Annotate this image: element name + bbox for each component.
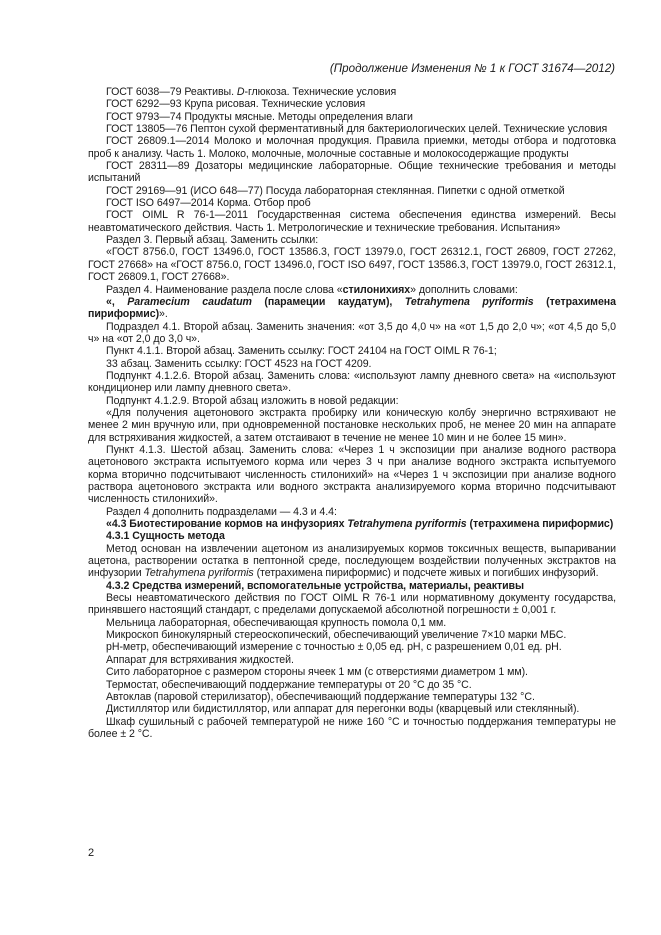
text-run: (тетрахимена пириформис) — [466, 518, 614, 531]
paragraph — [88, 234, 616, 246]
text-run: 4.3.1 Сущность метода — [106, 530, 225, 543]
text-run: 4.3.2 Средства измерений, вспомогательные устройства, материалы, реактивы — [106, 579, 525, 592]
text-run: Tetrahymena pyriformis — [144, 567, 254, 580]
paragraph — [88, 345, 616, 357]
text-run: Подраздел 4.1. Второй абзац. Заменить значения: «от 3,5 до 4,0 ч» на «от 1,5 до 2,0 ч»; «от 4,5 до 5,0 ч» на «от 2,0 до 3,0 ч». — [88, 320, 616, 345]
paragraph — [88, 580, 616, 592]
text-run: ГОСТ ISO 6497—2014 Корма. Отбор проб — [106, 197, 311, 210]
text-run: Шкаф сушильный с рабочей температурой не ниже 160 °С и точностью поддержания температуры не более ± 2 °С. — [88, 715, 616, 740]
text-run: Микроскоп бинокулярный стереоскопический, обеспечивающий увеличение 7×10 марки МБС. — [106, 629, 567, 642]
paragraph — [88, 135, 616, 160]
paragraph — [88, 123, 616, 135]
text-run: ГОСТ 9793—74 Продукты мясные. Методы определения влаги — [106, 110, 413, 123]
paragraph — [88, 246, 616, 283]
paragraph — [88, 407, 616, 444]
paragraph — [88, 86, 616, 98]
paragraph — [88, 703, 616, 715]
paragraph — [88, 370, 616, 395]
paragraph — [88, 296, 616, 321]
paragraph — [88, 617, 616, 629]
text-run: ГОСТ 6292—93 Крупа рисовая. Технические условия — [106, 98, 366, 111]
text-run: Автоклав (паровой стерилизатор), обеспечивающий поддержание температуры 132 °С. — [106, 690, 535, 703]
text-run: Paramecium caudatum — [127, 295, 252, 308]
paragraph — [88, 98, 616, 110]
text-run: Раздел 4. Наименование раздела после слова « — [106, 283, 343, 296]
paragraph — [88, 284, 616, 296]
paragraph — [88, 543, 616, 580]
text-run: Раздел 3. Первый абзац. Заменить ссылки: — [106, 234, 319, 247]
text-run: ГОСТ 13805—76 Пептон сухой ферментативный для бактериологических целей. Технические условия — [106, 123, 608, 136]
text-run: Аппарат для встряхивания жидкостей. — [106, 653, 294, 666]
paragraph — [88, 654, 616, 666]
text-run: Мельница лабораторная, обеспечивающая крупность помола 0,1 мм. — [106, 616, 447, 629]
text-run: Термостат, обеспечивающий поддержание температуры от 20 °С до 35 °С. — [106, 678, 472, 691]
text-run: -глюкоза. Технические условия — [244, 86, 397, 98]
paragraph — [88, 395, 616, 407]
text-run: «4.3 Биотестирование кормов на инфузориях — [106, 518, 348, 531]
text-run: ». — [159, 308, 168, 321]
paragraph — [88, 111, 616, 123]
text-run: Пункт 4.1.1. Второй абзац. Заменить ссылку: ГОСТ 24104 на ГОСТ OIML R 76-1; — [106, 345, 497, 358]
text-run: «ГОСТ 8756.0, ГОСТ 13496.0, ГОСТ 13586.3, ГОСТ 13979.0, ГОСТ 26312.1, ГОСТ 26809, ГОСТ 27262, ГОСТ 27668» на «ГОСТ 8756.0, ГОСТ 13496.0, ГОСТ ISO 6497, ГОСТ 13586.3, ГОСТ 13979.0, ГОСТ 26312.1, ГОСТ 26809.1, ГОСТ 27668». — [88, 246, 616, 284]
paragraph — [88, 209, 616, 234]
paragraph — [88, 197, 616, 209]
text-run: ГОСТ OIML R 76-1—2011 Государственная система обеспечения единства измерений. Весы неавтоматического действия. Часть 1. Метрологические и технические требования. Испытания» — [88, 209, 616, 234]
text-run: ГОСТ 26809.1—2014 Молоко и молочная продукция. Правила приемки, методы отбора и подготовка проб к анализу. Часть 1. Молоко, молочные, молочные составные и молокосодержащие продукты — [88, 135, 616, 160]
text-run: Подпункт 4.1.2.6. Второй абзац. Заменить слова: «используют лампу дневного света» на «используют кондиционер или лампу дневного света». — [88, 369, 616, 395]
text-run: » дополнить словами: — [410, 283, 518, 296]
text-run: Tetrahymena pyriformis — [347, 518, 467, 531]
paragraph — [88, 444, 616, 506]
paragraph — [88, 185, 616, 197]
text-run: «Для получения ацетонового экстракта пробирку или коническую колбу энергично встряхивают не менее 2 мин вручную или, при одновременной постановке нескольких проб, не менее 20 мин на аппарате для встряхивания жидкостей, а затем отстаивают в течение не менее 10 мин и не более 15 мин». — [88, 406, 616, 444]
text-run: Сито лабораторное с размером стороны ячеек 1 мм (с отверстиями диаметром 1 мм). — [106, 666, 528, 679]
text-run: Подпункт 4.1.2.9. Второй абзац изложить в новой редакции: — [106, 394, 399, 407]
text-run: рН-метр, обеспечивающий измерение с точностью ± 0,05 ед. рН, с разрешением 0,01 ед. рН. — [106, 641, 562, 654]
page-number: 2 — [88, 847, 95, 859]
document-body — [88, 86, 616, 740]
paragraph — [88, 530, 616, 542]
text-run: D — [236, 86, 245, 98]
text-run: ГОСТ 6038—79 Реактивы. — [106, 86, 237, 98]
text-run: (парамеции каудатум), — [251, 295, 405, 308]
text-run: Раздел 4 дополнить подразделами — 4.3 и 4.4: — [106, 505, 337, 518]
text-run: Весы неавтоматического действия по ГОСТ OIML R 76-1 или нормативному документу государства, принявшего настоящий стандарт, с пределами допускаемой абсолютной погрешности ± 0,001 г. — [88, 592, 616, 617]
text-run: Дистиллятор или бидистиллятор, или аппарат для перегонки воды (кварцевый или стеклянный). — [106, 703, 580, 716]
text-run: стилонихиях — [342, 283, 411, 296]
paragraph — [88, 716, 616, 741]
paragraph — [88, 691, 616, 703]
page-header: (Продолжение Изменения № 1 к ГОСТ 31674—2012) — [329, 62, 615, 75]
paragraph — [88, 518, 616, 530]
paragraph — [88, 592, 616, 617]
paragraph — [88, 506, 616, 518]
paragraph — [88, 321, 616, 346]
paragraph — [88, 160, 616, 185]
text-run: Метод основан на извлечении ацетоном из анализируемых кормов токсичных веществ, выпаривании ацетона, растворении остатка в пептонной среде, последующем воздействии полученных экстрактов на инфузории — [88, 542, 616, 580]
text-run: Пункт 4.1.3. Шестой абзац. Заменить слова: «Через 1 ч экспозиции при анализе водного раствора ацетонового экстракта испытуемого корма или через 3 ч при анализе водного экстракта испытуемого корма вторично подсчитывают численность стилонихий» на «Через 1 ч экспозиции при анализе водного раствора ацетонового экстракта или водного экстракта анализируемого корма вторично подсчитывают численность стилонихий». — [88, 443, 616, 506]
paragraph — [88, 641, 616, 653]
text-run: (тетрахимена пириформис) и подсчете живых и погибших инфузорий. — [253, 567, 599, 580]
text-run: ГОСТ 29169—91 (ИСО 648—77) Посуда лабораторная стеклянная. Пипетки с одной отметкой — [106, 184, 565, 197]
paragraph — [88, 666, 616, 678]
text-run: 33 абзац. Заменить ссылку: ГОСТ 4523 на ГОСТ 4209. — [106, 357, 372, 370]
text-run: Tetrahymena pyriformis — [404, 295, 534, 308]
text-run: ГОСТ 28311—89 Дозаторы медицинские лабораторные. Общие технические требования и методы испытаний — [88, 160, 616, 185]
paragraph — [88, 629, 616, 641]
text-run: (тетрахимена пириформис) — [88, 295, 616, 321]
text-run: «, — [106, 295, 128, 308]
paragraph — [88, 358, 616, 370]
paragraph — [88, 679, 616, 691]
